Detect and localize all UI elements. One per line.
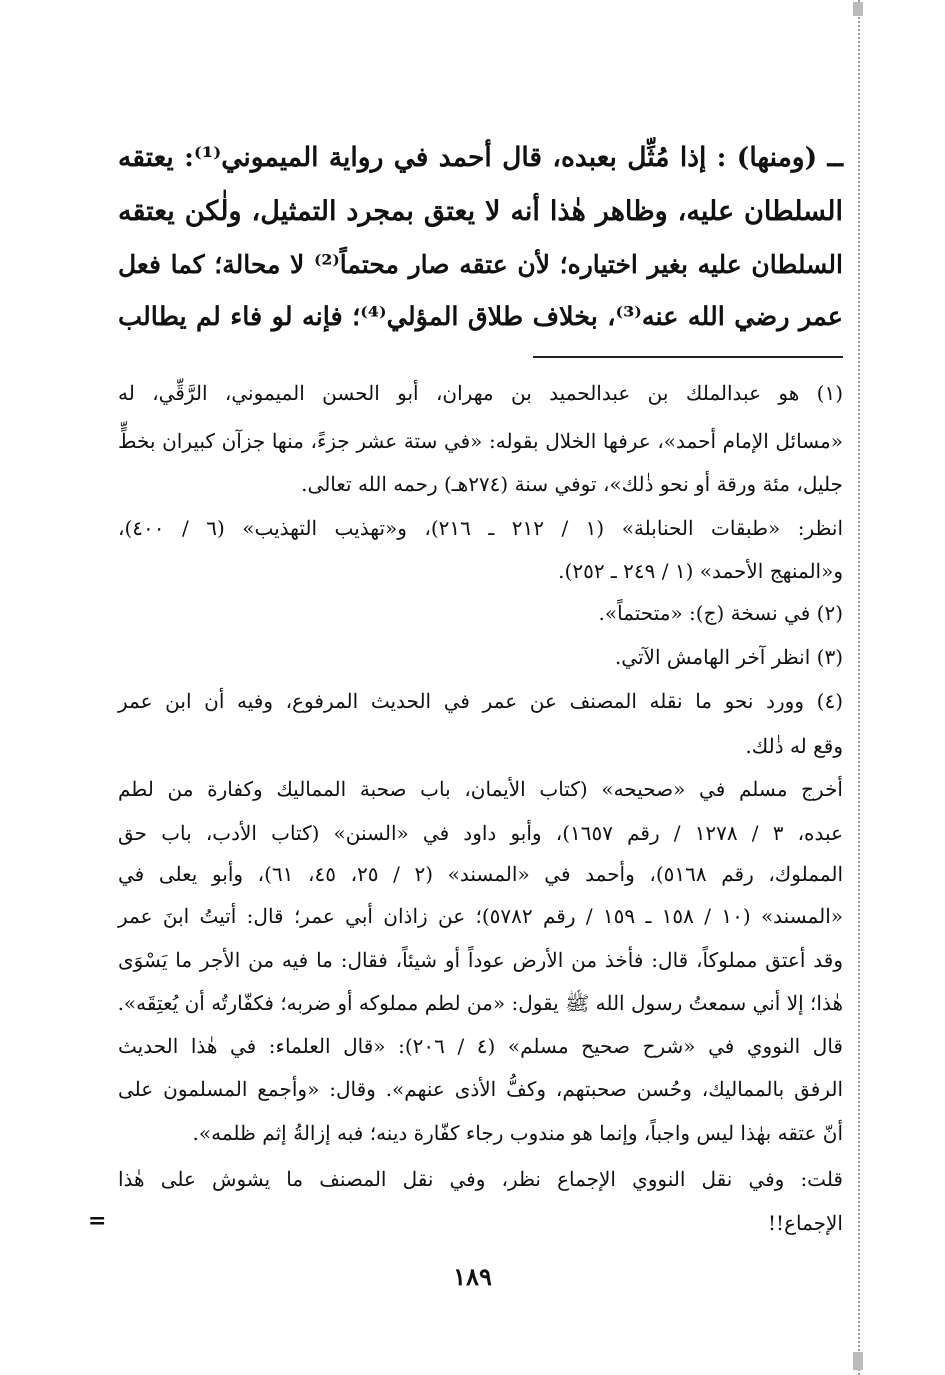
footnote-line: «المسند» (١٠ / ١٥٨ ـ ١٥٩ / رقم ٥٧٨٢)؛ عن زاذان أبي عمر؛ قال: أتيتُ ابنَ عمر: [118, 904, 844, 928]
footnote-line: انظر: «طبقات الحنابلة» (١ / ٢١٢ ـ ٢١٦)، و«تهذيب التهذيب» (٦ / ٤٠٠)،: [118, 516, 844, 540]
footnote-line: جليل، مئة ورقة أو نحو ذٰلك»، توفي سنة (٢٧٤هـ) رحمه الله تعالى.: [301, 472, 843, 496]
footnote-line: أخرج مسلم في «صحيحه» (كتاب الأيمان، باب صحبة المماليك وكفارة من لطم: [118, 777, 843, 801]
footnote-line: هٰذا؛ إلا أني سمعتُ رسول الله ﷺ يقول: «من لطم مملوكه أو ضربه؛ فكفّارتُه أن يُعتِقَه».: [117, 991, 843, 1015]
footnote-line: «مسائل الإمام أحمد»، عرفها الخلال بقوله: «في ستة عشر جزءً، منها جزآن كبيران بخطٍّ: [118, 429, 843, 453]
main-line-3: السلطان عليه بغير اختياره؛ لأن عتقه صار محتماً⁽²⁾ لا محالة؛ كما فعل: [118, 250, 843, 279]
footnote-line: قلت: وفي نقل النووي الإجماع نظر، وفي نقل المصنف ما يشوش على هٰذا: [118, 1167, 843, 1191]
footnote-line: المملوك، رقم ٥١٦٨)، وأحمد في «المسند» (٢ / ٢٥، ٤٥، ٦١)، وأبو يعلى في: [118, 862, 844, 886]
footnote-separator: [533, 356, 843, 358]
scan-margin-mark-top: [853, 2, 863, 16]
main-line-2: السلطان عليه، وظاهر هٰذا أنه لا يعتق بمجرد التمثيل، ولٰكن يعتقه: [118, 196, 843, 227]
footnote-line: (١) هو عبدالملك بن عبدالحميد بن مهران، أبو الحسن الميموني، الرَّقِّي، له: [118, 381, 843, 405]
footnote-line: (٤) وورد نحو ما نقله المصنف عن عمر في الحديث المرفوع، وفيه أن ابن عمر: [118, 689, 843, 713]
footnote-line: و«المنهج الأحمد» (١ / ٢٤٩ ـ ٢٥٢).: [558, 559, 843, 583]
footnote-line: (٣) انظر آخر الهامش الآتي.: [614, 645, 843, 669]
footnote-line: الرفق بالمماليك، وحُسن صحبتهم، وكفُّ الأذى عنهم». وقال: «وأجمع المسلمون على: [118, 1077, 843, 1101]
footnote-line: عبده، ٣ / ١٢٧٨ / رقم ١٦٥٧)، وأبو داود في «السنن» (كتاب الأدب، باب حق: [118, 821, 844, 845]
main-line-1: ــ (ومنها) : إذا مُثِّل بعبده، قال أحمد في رواية الميموني⁽¹⁾: يعتقه: [118, 142, 843, 173]
scan-margin-mark-bottom: [853, 1352, 863, 1370]
footnote-line: قال النووي في «شرح صحيح مسلم» (٤ / ٢٠٦): «قال العلماء: في هٰذا الحديث: [118, 1034, 843, 1058]
footnote-line: وقع له ذٰلك.: [745, 734, 843, 758]
scan-margin-guide: [858, 0, 860, 1375]
main-line-4: عمر رضي الله عنه⁽³⁾، بخلاف طلاق المؤلي⁽⁴⁾؛ فإنه لو فاء لم يطالب: [118, 302, 843, 332]
footnote-line: وقد أعتق مملوكاً، قال: فأخذ من الأرض عوداً أو شيئاً، فقال: ما فيه من الأجر ما يَسْوَى: [118, 948, 843, 972]
footnote-line: (٢) في نسخة (ج): «متحتماً».: [598, 601, 843, 625]
footnote-line: أنّ عتقه بهٰذا ليس واجباً، وإنما هو مندوب رجاء كفّارة دينه؛ فبه إزالةُ إثم ظلمه».: [192, 1121, 843, 1145]
footnote-line: الإجماع!!: [768, 1211, 843, 1235]
continuation-mark: =: [88, 1208, 107, 1234]
page-number: ١٨٩: [453, 1262, 492, 1291]
